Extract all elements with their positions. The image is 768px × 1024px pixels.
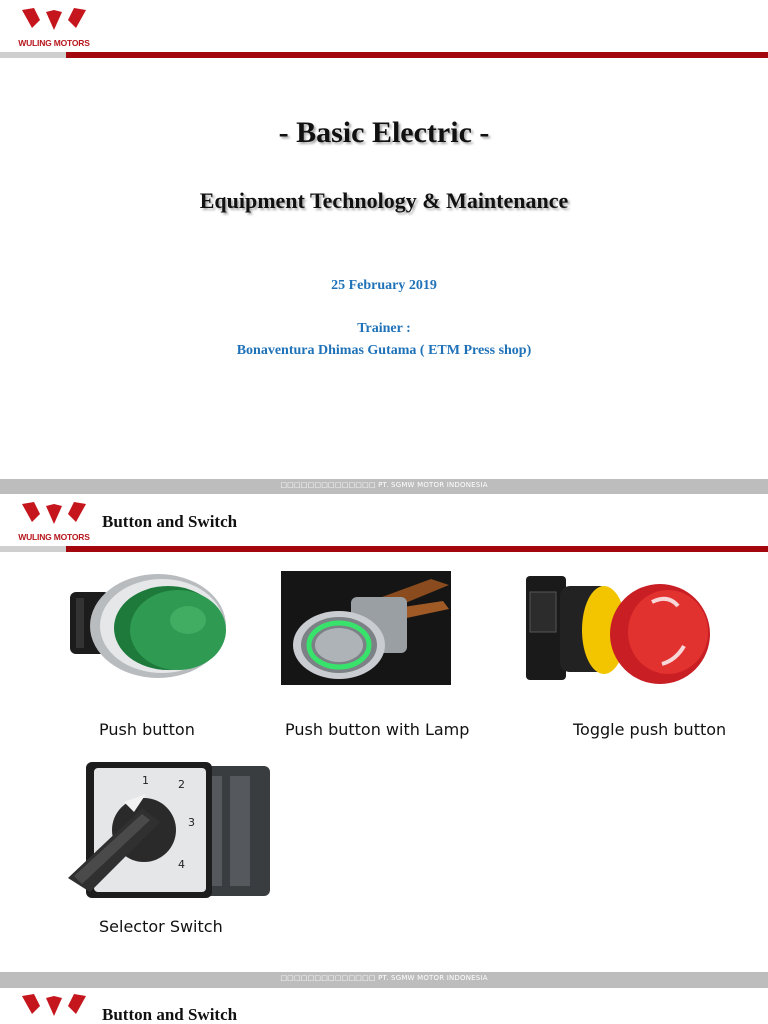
wuling-logo	[14, 500, 94, 544]
slide-1	[0, 0, 768, 479]
trainer-label: Trainer :	[357, 321, 411, 336]
rotary-selector-switch-icon	[64, 756, 274, 911]
slide-2	[0, 494, 768, 972]
wuling-diamonds-icon	[20, 500, 88, 530]
trainer-name: Bonaventura Dhimas Gutama ( ETM Press shop)	[236, 343, 532, 358]
emergency-stop-button-icon	[522, 572, 712, 693]
slide-title: Button and Switch	[102, 1005, 238, 1024]
slide-footer: □□□□□□□□□□□□□□ PT. SGMW MOTOR INDONESIA	[0, 972, 768, 988]
caption-push-button-lamp: Push button with Lamp	[285, 720, 470, 739]
green-push-button-icon	[66, 570, 236, 685]
header-line-red	[66, 546, 768, 552]
selector-number-4: 4	[178, 858, 185, 871]
selector-number-1: 1	[142, 774, 149, 787]
slide-title: Button and Switch	[102, 512, 238, 531]
selector-number-3: 3	[188, 816, 195, 829]
header-line-red	[66, 52, 768, 58]
wuling-logo	[14, 992, 94, 1024]
wuling-diamonds-icon	[20, 992, 88, 1022]
slide-title: - Basic Electric -	[278, 116, 490, 149]
presentation-date: 25 February 2019	[331, 278, 437, 293]
logo-text: WULING MOTORS	[18, 38, 90, 48]
slide-subtitle: Equipment Technology & Maintenance	[199, 188, 569, 213]
wuling-logo	[14, 6, 94, 50]
logo-text: WULING MOTORS	[18, 532, 90, 542]
header-line-grey	[0, 546, 66, 552]
lamp-push-button-icon	[281, 571, 451, 690]
caption-push-button: Push button	[99, 720, 195, 739]
selector-number-2: 2	[178, 778, 185, 791]
header-line-grey	[0, 52, 66, 58]
wuling-diamonds-icon	[20, 6, 88, 36]
caption-toggle-push-button: Toggle push button	[573, 720, 727, 739]
caption-selector-switch: Selector Switch	[99, 917, 223, 936]
slide-3	[0, 988, 768, 1024]
slide-footer: □□□□□□□□□□□□□□ PT. SGMW MOTOR INDONESIA	[0, 479, 768, 494]
